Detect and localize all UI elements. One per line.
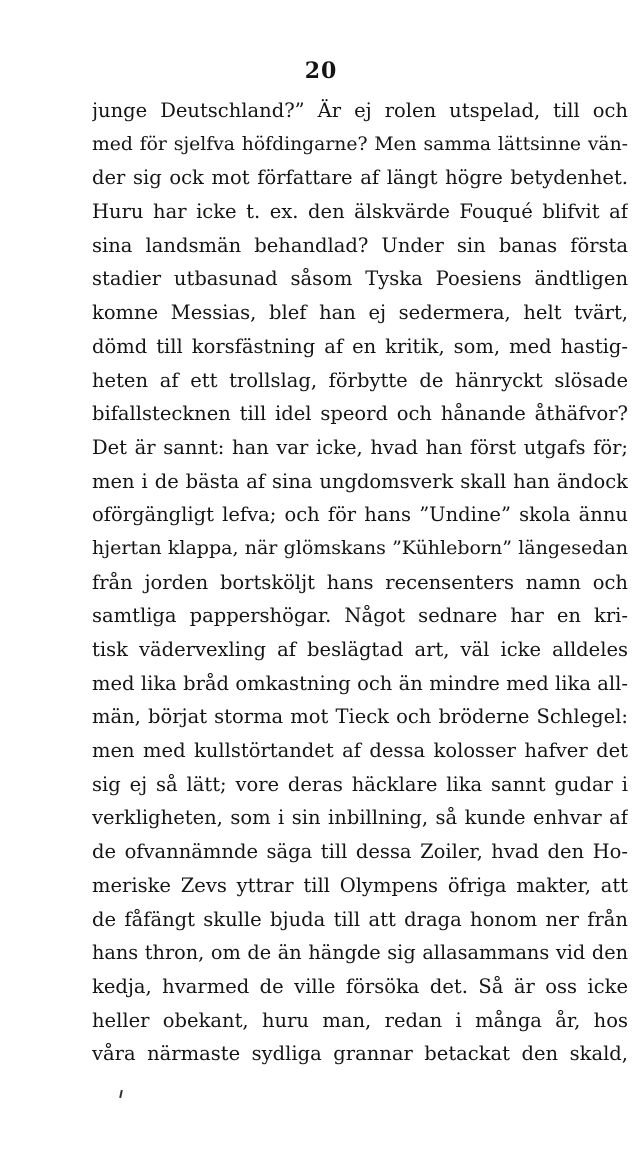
text-line: oförgängligt lefva; och för hans ”Undine” skola ännu [92, 503, 628, 527]
text-line: verkligheten, som i sin inbillning, så kunde enhvar af [92, 806, 628, 830]
text-line: de fåfängt skulle bjuda till att draga honom ner från [92, 907, 628, 931]
text-line: der sig ock mot författare af längt högre betydenhet. [92, 166, 628, 190]
text-line: stadier utbasunad såsom Tyska Poesiens ändtligen [92, 267, 628, 291]
text-line: junge Deutschland?” Är ej rolen utspelad, till och [92, 99, 628, 122]
text-line: hans thron, om de än hängde sig allasammans vid den [92, 941, 628, 965]
text-line: komne Messias, blef han ej sedermera, helt tvärt, [92, 301, 628, 325]
text-line: med lika bråd omkastning och än mindre med lika all- [92, 671, 628, 695]
text-line: sina landsmän behandlad? Under sin banas första [92, 233, 628, 257]
text-line: men med kullstörtandet af dessa kolosser hafver det [92, 739, 628, 763]
text-line: män, börjat storma mot Tieck och bröderne Schlegel: [92, 705, 628, 729]
text-line: dömd till korsfästning af en kritik, som, med hastig- [92, 334, 628, 358]
page-number: 20 [304, 58, 338, 84]
text-line: våra närmaste sydliga grannar betackat den skald, [92, 1042, 628, 1066]
text-line: heten af ett trollslag, förbytte de hänryckt slösade [92, 368, 628, 392]
text-line: Det är sannt: han var icke, hvad han först utgafs för; [92, 435, 628, 459]
body-text [92, 94, 628, 1071]
text-line: heller obekant, huru man, redan i många år, hos [92, 1008, 628, 1032]
text-line: men i de bästa af sina ungdomsverk skall han ändock [92, 469, 628, 493]
text-line: kedja, hvarmed de ville försöka det. Så är oss icke [92, 974, 628, 998]
text-line: bifallstecknen till idel speord och hånande åthäfvor? [92, 402, 628, 426]
text-line: med för sjelfva höfdingarne? Men samma lättsinne vän- [92, 133, 628, 155]
text-line: tisk vädervexling af beslägtad art, väl icke alldeles [92, 638, 628, 661]
text-line: hjertan klappa, när glömskans ”Kühleborn” längesedan [92, 536, 628, 559]
ink-mark [119, 1090, 123, 1098]
text-line: samtliga pappershögar. Något sednare har en kri- [92, 604, 628, 628]
text-line: från jorden bortsköljt hans recensenters namn och [92, 570, 628, 594]
text-line: sig ej så lätt; vore deras häcklare lika sannt gudar i [92, 772, 628, 796]
text-line: meriske Zevs yttrar till Olympens öfriga makter, att [92, 873, 628, 897]
text-line: Huru har icke t. ex. den älskvärde Fouqué blifvit af [92, 200, 628, 224]
text-line: de ofvannämnde säga till dessa Zoiler, hvad den Ho- [92, 840, 628, 864]
